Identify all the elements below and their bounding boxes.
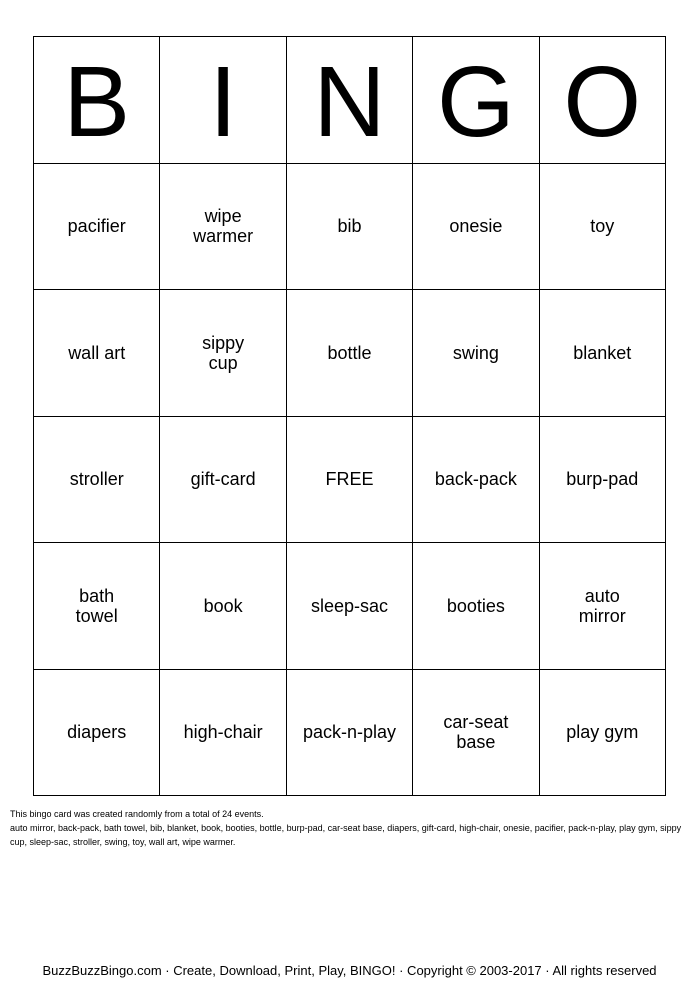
header-letter-b: B [34,37,160,164]
bingo-cell: bottle [287,290,413,417]
bingo-cell: car-seat base [413,670,539,797]
bingo-cell: sippy cup [160,290,286,417]
footer-copyright: BuzzBuzzBingo.com · Create, Download, Print, Play, BINGO! · Copyright © 2003-2017 · All rights reserved [42,963,657,978]
bingo-cell: sleep-sac [287,543,413,670]
bingo-cell: toy [540,164,666,291]
header-letter-o: O [540,37,666,164]
bingo-cell: swing [413,290,539,417]
header-letter-g: G [413,37,539,164]
bingo-cell: back-pack [413,417,539,544]
header-letter-i: I [160,37,286,164]
free-space-cell: FREE [287,417,413,544]
bingo-cell: pacifier [34,164,160,291]
note-total-events: This bingo card was created randomly from a total of 24 events. [10,809,264,819]
bingo-cell: pack-n-play [287,670,413,797]
bingo-cell: stroller [34,417,160,544]
bingo-cell: burp-pad [540,417,666,544]
note-event-list: auto mirror, back-pack, bath towel, bib, blanket, book, booties, bottle, burp-pad, car-seat base, diapers, gift-card, high-chair, onesie, pacifier, pack-n-play, play gym, sippy cup, sleep-sac, stroller, swing, toy, wall art, wipe warmer. [10,823,682,847]
bingo-cell: bib [287,164,413,291]
bingo-cell: diapers [34,670,160,797]
bingo-cell: high-chair [160,670,286,797]
card-note [10,807,694,849]
bingo-cell: gift-card [160,417,286,544]
bingo-cell: auto mirror [540,543,666,670]
bingo-cell: blanket [540,290,666,417]
header-letter-n: N [287,37,413,164]
bingo-card [33,36,666,796]
bingo-cell: wipe warmer [160,164,286,291]
bingo-cell: wall art [34,290,160,417]
bingo-cell: book [160,543,286,670]
bingo-cell: play gym [540,670,666,797]
bingo-cell: bath towel [34,543,160,670]
bingo-cell: booties [413,543,539,670]
bingo-cell: onesie [413,164,539,291]
